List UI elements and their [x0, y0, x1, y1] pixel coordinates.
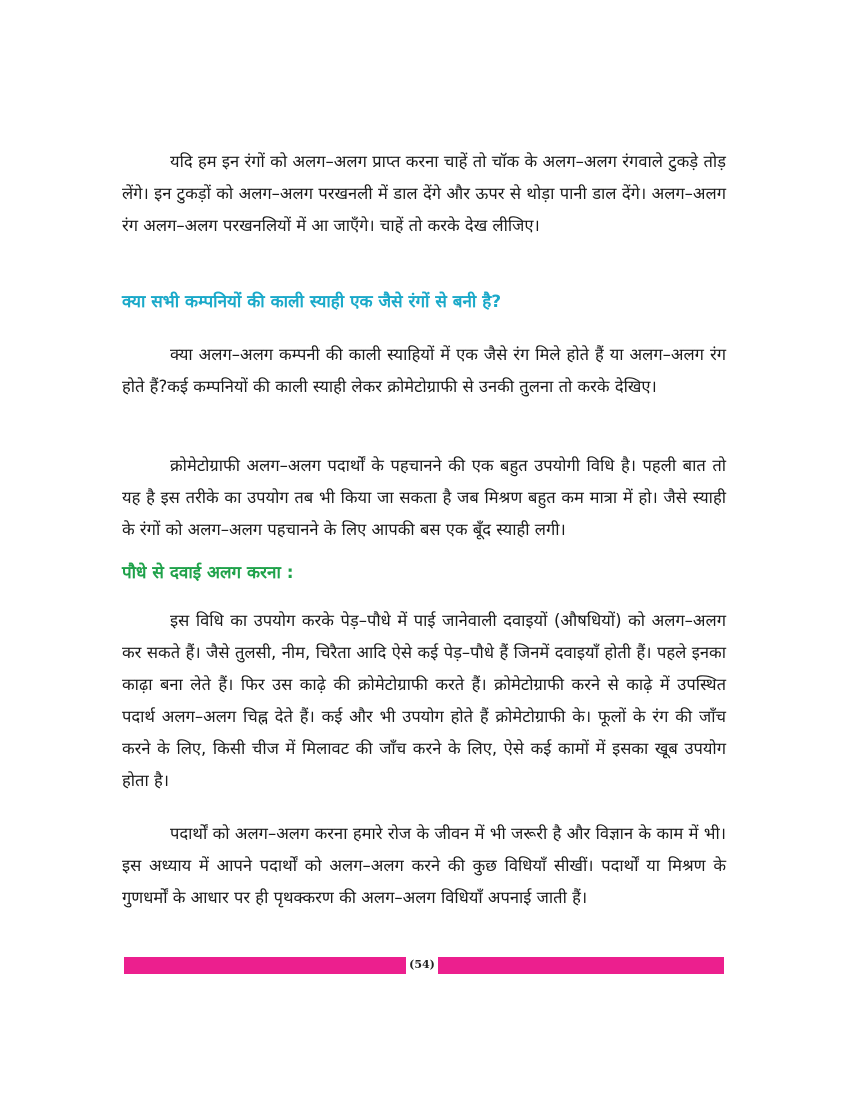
section-heading-plant-medicine: पौधे से दवाई अलग करना :	[122, 563, 294, 583]
paragraph-chalk-colors: यदि हम इन रंगों को अलग–अलग प्राप्त करना चाहें तो चॉक के अलग–अलग रंगवाले टुकड़े तोड़ लेंगे। इन टुकड़ों को अलग–अलग परखनली में डाल देंगे और ऊपर से थोड़ा पानी डाल देंगे। अलग–अलग रंग अलग–अलग परखनलियों में आ जाएँगे। चाहें तो करके देख लीजिए।	[122, 152, 726, 235]
paragraph-ink-comparison: क्या अलग–अलग कम्पनी की काली स्याहियों में एक जैसे रंग मिले होते हैं या अलग–अलग रंग होते हैं?कई कम्पनियों की काली स्याही लेकर क्रोमेटोग्राफी से उनकी तुलना तो करके देखिए।	[122, 345, 726, 396]
section-heading-black-ink: क्या सभी कम्पनियों की काली स्याही एक जैसे रंगों से बनी है?	[122, 292, 502, 312]
paragraph-chromatography-use: क्रोमेटोग्राफी अलग–अलग पदार्थों के पहचानने की एक बहुत उपयोगी विधि है। पहली बात तो यह है इस तरीके का उपयोग तब भी किया जा सकता है जब मिश्रण बहुत कम मात्रा में हो। जैसे स्याही के रंगों को अलग–अलग पहचानने के लिए आपकी बस एक बूँद स्याही लगी।	[122, 456, 726, 539]
footer-bar-left	[124, 957, 406, 974]
footer-bar-right	[438, 957, 724, 974]
page-number: (54)	[409, 958, 435, 971]
paragraph-separation-summary: पदार्थों को अलग–अलग करना हमारे रोज के जीवन में भी जरूरी है और विज्ञान के काम में भी। इस अध्याय में आपने पदार्थों को अलग–अलग करने की कुछ विधियाँ सीखीं। पदार्थों या मिश्रण के गुणधर्मों के आधार पर ही पृथक्करण की अलग–अलग विधियाँ अपनाई जाती हैं।	[122, 824, 726, 907]
paragraph-plant-medicine: इस विधि का उपयोग करके पेड़–पौधे में पाई जानेवाली दवाइयों (औषधियों) को अलग–अलग कर सकते हैं। जैसे तुलसी, नीम, चिरैता आदि ऐसे कई पेड़–पौधे हैं जिनमें दवाइयाँ होती हैं। पहले इनका काढ़ा बना लेते हैं। फिर उस काढ़े की क्रोमेटोग्राफी करते हैं। क्रोमेटोग्राफी करने से काढ़े में उपस्थित पदार्थ अलग–अलग चिह्न देते हैं। कई और भी उपयोग होते हैं क्रोमेटोग्राफी के। फूलों के रंग की जाँच करने के लिए, किसी चीज में मिलावट की जाँच करने के लिए, ऐसे कई कामों में इसका खूब उपयोग होता है।	[122, 611, 726, 790]
